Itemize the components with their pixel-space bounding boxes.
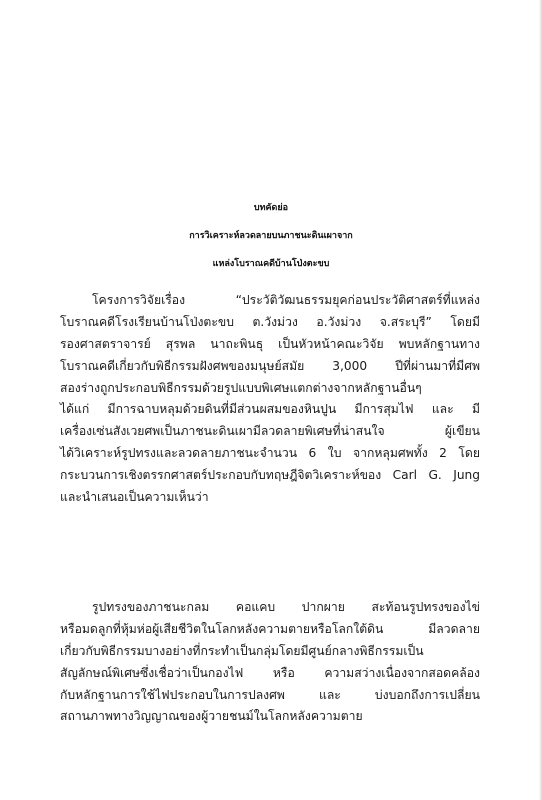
abstract-paragraph-1 (60, 290, 480, 509)
paragraph-line: กระบวนการเชิงตรรกศาสตร์ประกอบกับทฤษฎีจิตวิเคราะห์ของ Carl G. Jung (60, 468, 480, 483)
paragraph-line: สถานภาพทางวิญญาณของผู้วายชนม์ในโลกหลังความตาย (60, 709, 363, 724)
paragraph-line: โบราณคดีโรงเรียนบ้านโป่งตะขบ ต.วังม่วง อ.วังม่วง จ.สระบุรี” โดยมี (60, 314, 480, 329)
paragraph-line: โครงการวิจัยเรื่อง “ประวัติวัฒนธรรมยุคก่อนประวัติศาสตร์ที่แหล่ง (92, 293, 480, 307)
abstract-title-line-1: การวิเคราะห์ลวดลายบนภาชนะดินเผาจาก (189, 231, 353, 241)
paragraph-line: สองร่างถูกประกอบพิธีกรรมด้วยรูปแบบพิเศษแตกต่างจากหลักฐานอื่นๆ (60, 380, 422, 395)
paragraph-line: เกี่ยวกับพิธีกรรมบางอย่างที่กระทำเป็นกลุ่มโดยมีศูนย์กลางพิธีกรรมเป็น (60, 643, 424, 658)
abstract-paragraph-2 (60, 597, 480, 728)
paragraph-line: กับหลักฐานการใช้ไฟประกอบในการปลงศพ และ บ่งบอกถึงการเปลี่ยน (60, 687, 480, 702)
paragraph-line: หรือมดลูกที่หุ้มห่อผู้เสียชีวิตในโลกหลังความตายหรือโลกใต้ดิน มีลวดลาย (60, 621, 480, 636)
paragraph-line: รูปทรงของภาชนะกลม คอแคบ ปากผาย สะท้อนรูปทรงของไข่ (92, 600, 480, 614)
paragraph-line: เครื่องเซ่นสังเวยศพเป็นภาชนะดินเผามีลวดลายพิเศษที่น่าสนใจ ผู้เขียน (60, 424, 480, 439)
paragraph-line: ได้วิเคราะห์รูปทรงและลวดลายภาชนะจำนวน 6 ใบ จากหลุมศพทั้ง 2 โดย (60, 446, 480, 461)
abstract-label: บทคัดย่อ (253, 203, 289, 213)
paragraph-line: และนำเสนอเป็นความเห็นว่า (60, 490, 209, 505)
paragraph-line: โบราณคดีเกี่ยวกับพิธีกรรมฝังศพของมนุษย์สมัย 3,000 ปีที่ผ่านมาที่มีศพ (60, 358, 480, 373)
paragraph-line: ได้แก่ มีการฉาบหลุมด้วยดินที่มีส่วนผสมของหินปูน มีการสุมไฟ และ มี (60, 402, 480, 417)
paragraph-line: รองศาสตราจารย์ สุรพล นาถะพินธุ เป็นหัวหน้าคณะวิจัย พบหลักฐานทาง (60, 336, 480, 351)
abstract-title-line-2: แหล่งโบราณคดีบ้านโป่งตะขบ (212, 259, 330, 269)
paragraph-line: สัญลักษณ์พิเศษซึ่งเชื่อว่าเป็นกองไฟ หรือ ความสว่างเนื่องจากสอดคล้อง (60, 665, 480, 680)
